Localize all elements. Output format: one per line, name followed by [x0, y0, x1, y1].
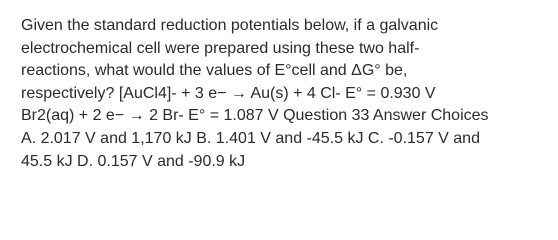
question-line: Given the standard reduction potentials below, if a galvanic [21, 17, 439, 34]
question-line: Br2(aq) + 2 e− → 2 Br- E° = 1.087 V Question 33 Answer Choices [21, 107, 489, 125]
question-line: 45.5 kJ D. 0.157 V and -90.9 kJ [21, 152, 246, 170]
question-line: electrochemical cell were prepared using these two half- [21, 39, 420, 57]
question-line: respectively? [AuCl4]- + 3 e− → Au(s) + 4 Cl- E° = 0.930 V [21, 84, 436, 102]
question-line: A. 2.017 V and 1,170 kJ B. 1.401 V and -45.5 kJ C. -0.157 V and [21, 129, 480, 147]
question-text [21, 15, 551, 173]
question-line: reactions, what would the values of E°cell and ΔG° be, [21, 62, 408, 80]
